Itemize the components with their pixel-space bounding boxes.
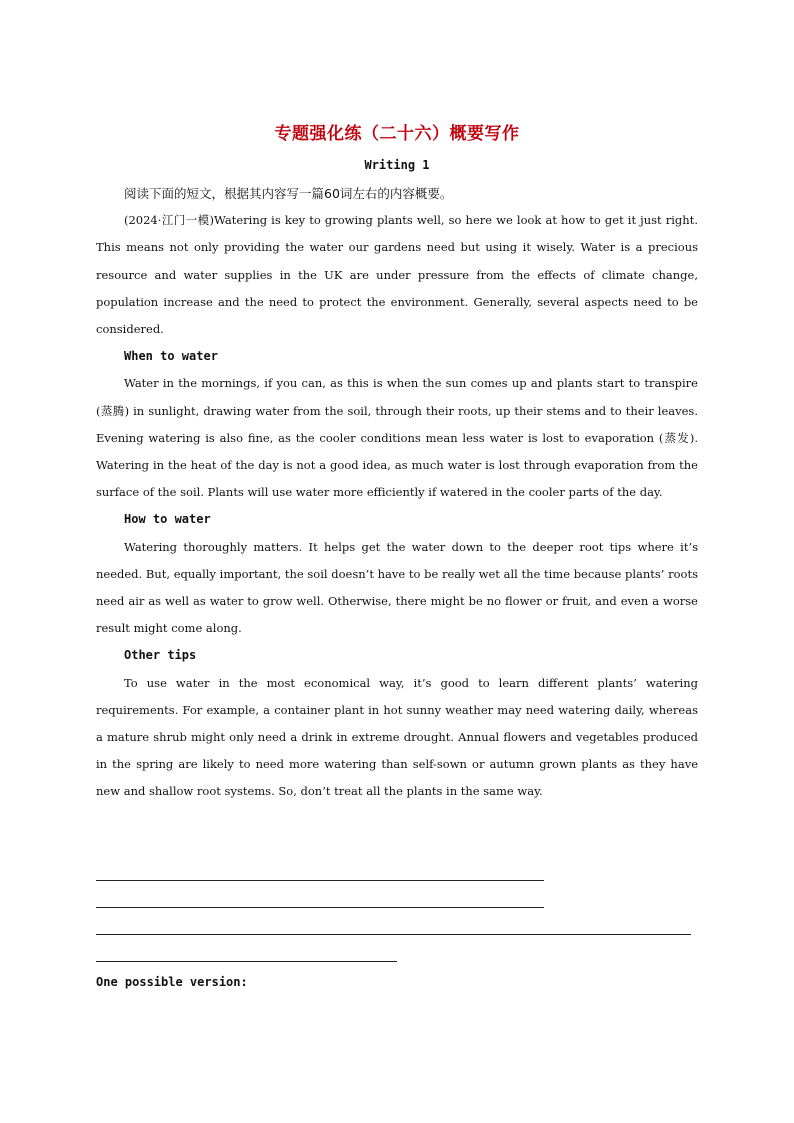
tips-paragraph: To use water in the most economical way, it’s good to learn different plants’ watering requirements. For example, a container plant in hot sunny weather may need watering daily, whereas a mature shrub might only need a drink in extreme drought. Annual flowers and vegetables produced in the spring are likely to need more watering than self-sown or autumn grown plants as they have new and shallow root systems. So, don’t treat all the plants in the same way. (96, 675, 698, 799)
task-instruction: 阅读下面的短文，根据其内容写一篇60词左右的内容概要。 (124, 186, 453, 201)
answer-line-4[interactable] (96, 961, 397, 962)
section-heading-when: When to water (124, 349, 218, 364)
source-tag: (2024·江门一模) (124, 213, 215, 228)
answer-line-3[interactable] (96, 934, 691, 935)
writing-subtitle: Writing 1 (364, 158, 430, 172)
how-paragraph: Watering thoroughly matters. It helps get the water down to the deeper root tips where it’s needed. But, equally important, the soil doesn’t have to be really wet all the time because plants’ roots need air as well as water to grow well. Otherwise, there might be no flower or fruit, and even a worse result might come along. (96, 539, 698, 636)
answer-line-2[interactable] (96, 907, 544, 908)
page-title: 专题强化练（二十六）概要写作 (274, 124, 520, 144)
when-paragraph: Water in the mornings, if you can, as this is when the sun comes up and plants start to transpire (蒸腾) in sunlight, drawing water from the soil, through their roots, up their stems and to their leaves. Evening watering is also fine, as the cooler conditions mean less water is lost to evaporation (蒸发). Watering in the heat of the day is not a good idea, as much water is lost through evaporation from the surface of the soil. Plants will use water more efficiently if watered in the cooler parts of the day. (96, 376, 698, 500)
answer-line-1[interactable] (96, 880, 544, 881)
section-heading-tips: Other tips (124, 648, 197, 663)
intro-paragraph (96, 207, 698, 343)
article-body (96, 180, 698, 806)
section-heading-how: How to water (124, 512, 211, 527)
intro-text: Watering is key to growing plants well, so here we look at how to get it just right. This means not only providing the water our gardens need but using it wisely. Water is a precious resource and water supplies in the UK are under pressure from the effects of climate change, population increase and the need to protect the environment. Generally, several aspects need to be considered. (96, 213, 698, 337)
possible-version-label: One possible version: (96, 975, 248, 989)
